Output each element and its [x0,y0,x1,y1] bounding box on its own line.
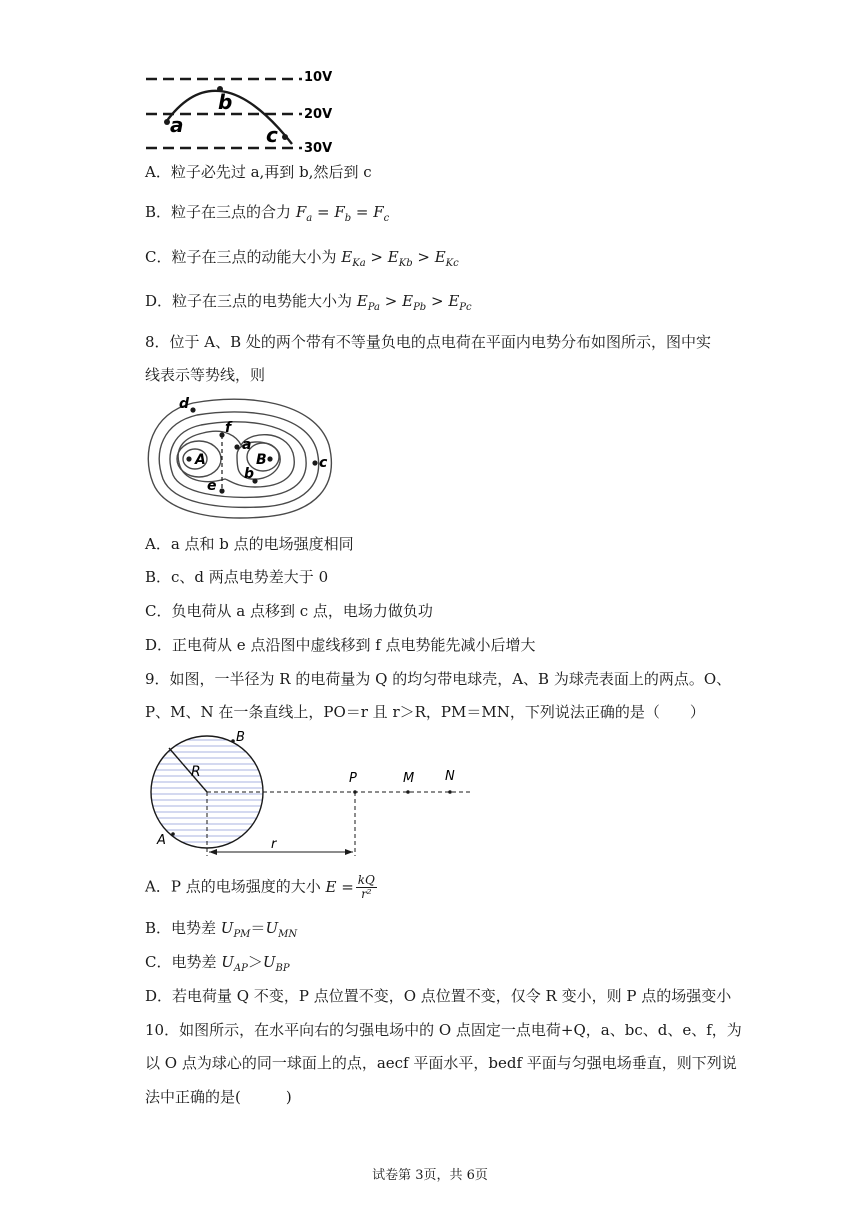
q10-stem-line-1: 10．如图所示，在水平向右的匀强电场中的 O 点固定一点电荷+Q，a、bc、d、e、f，为 [145,1021,742,1039]
label-a: a [170,113,184,137]
q9-stem-line-2: P、M、N 在一条直线上，PO＝r 且 r＞R，PM＝MN，下列说法正确的是（ ） [145,703,705,721]
label-M: M [403,771,415,786]
q7-option-c: C．粒子在三点的动能大小为 $E_{Ka} > E_{Kb} > E_{Kc}$ [145,248,459,269]
q9-stem-line-1: 9．如图，一半径为 R 的电荷量为 Q 的均匀带电球壳，A、B 为球壳表面上的两点。O、 [145,670,732,688]
q8-stem-line-2: 线表示等势线，则 [145,366,266,384]
label-B9: B [236,730,245,745]
q7-equipotential-figure [140,62,340,158]
point-c [282,134,288,140]
label-10v: 10V [304,70,333,85]
q10-stem-line-2: 以 O 点为球心的同一球面上的点，aecf 平面水平，bedf 平面与匀强电场垂直，则下列说 [145,1054,737,1072]
point-M [406,790,410,794]
label-N: N [445,769,455,784]
label-20v: 20V [304,107,333,122]
label-B: B [256,452,267,468]
point-e [219,488,224,493]
q9-charged-shell-figure [145,728,475,862]
label-e: e [207,478,217,494]
q8-option-b: B．c、d 两点电势差大于 0 [145,568,329,586]
point-c8 [312,460,317,465]
label-b: b [218,90,233,114]
label-R: R [191,764,201,780]
q7-formula-d: $E_{Pa} > E_{Pb} > E_{Pc}$ [356,292,472,313]
q8-option-a: A．a 点和 b 点的电场强度相同 [145,535,354,553]
point-d [190,407,195,412]
q9-formula-a: E = $\frac{kQ}{\text{r²}}$ [325,873,375,901]
point-B [267,456,272,461]
q7-option-b: B．粒子在三点的合力 $F_a = F_b = F_c$ [145,203,390,224]
point-B9 [231,739,235,743]
label-A: A [195,452,206,468]
q9-option-b: B．电势差 $U_{PM}=U_{MN}$ [145,919,298,940]
page-footer: 试卷第 3页，共 6页 [372,1168,488,1183]
label-P: P [349,771,357,786]
q9-option-a: A．P 点的电场强度的大小 E = $\frac{kQ}{\text{r²}}$ [145,873,375,901]
q8-stem-line-1: 8．位于 A、B 处的两个带有不等量负电的点电荷在平面内电势分布如图所示，图中实 [145,333,711,351]
label-A9: A [157,833,166,848]
q10-stem-line-3: 法中正确的是( ) [145,1088,292,1106]
label-r: r [271,837,277,852]
point-a8 [234,444,239,449]
point-A [186,456,191,461]
label-c: c [266,123,278,147]
point-P [353,790,357,794]
q8-equipotential-figure [145,395,335,523]
label-a8: a [242,437,252,453]
label-c8: c [319,455,328,471]
q7-formula-c: $E_{Ka} > E_{Kb} > E_{Kc}$ [341,248,459,269]
contour-outer [148,399,331,518]
point-f [219,432,224,437]
point-A9 [171,832,175,836]
label-d: d [179,396,190,412]
label-b8: b [244,466,255,482]
q7-option-a: A．粒子必先过 a,再到 b,然后到 c [145,163,372,181]
q7-option-d: D．粒子在三点的电势能大小为 $E_{Pa} > E_{Pb} > E_{Pc}$ [145,292,472,313]
q7-formula-b: $F_a = F_b = F_c$ [295,203,390,224]
label-30v: 30V [304,141,333,156]
q9-option-c: C．电势差 $U_{AP}>U_{BP}$ [145,953,290,974]
label-f: f [225,420,232,436]
point-N [448,790,452,794]
q8-option-d: D．正电荷从 e 点沿图中虚线移到 f 点电势能先减小后增大 [145,636,536,654]
q8-option-c: C．负电荷从 a 点移到 c 点，电场力做负功 [145,602,433,620]
q9-option-d: D．若电荷量 Q 不变，P 点位置不变，O 点位置不变，仅令 R 变小，则 P 点的场强变小 [145,987,732,1005]
